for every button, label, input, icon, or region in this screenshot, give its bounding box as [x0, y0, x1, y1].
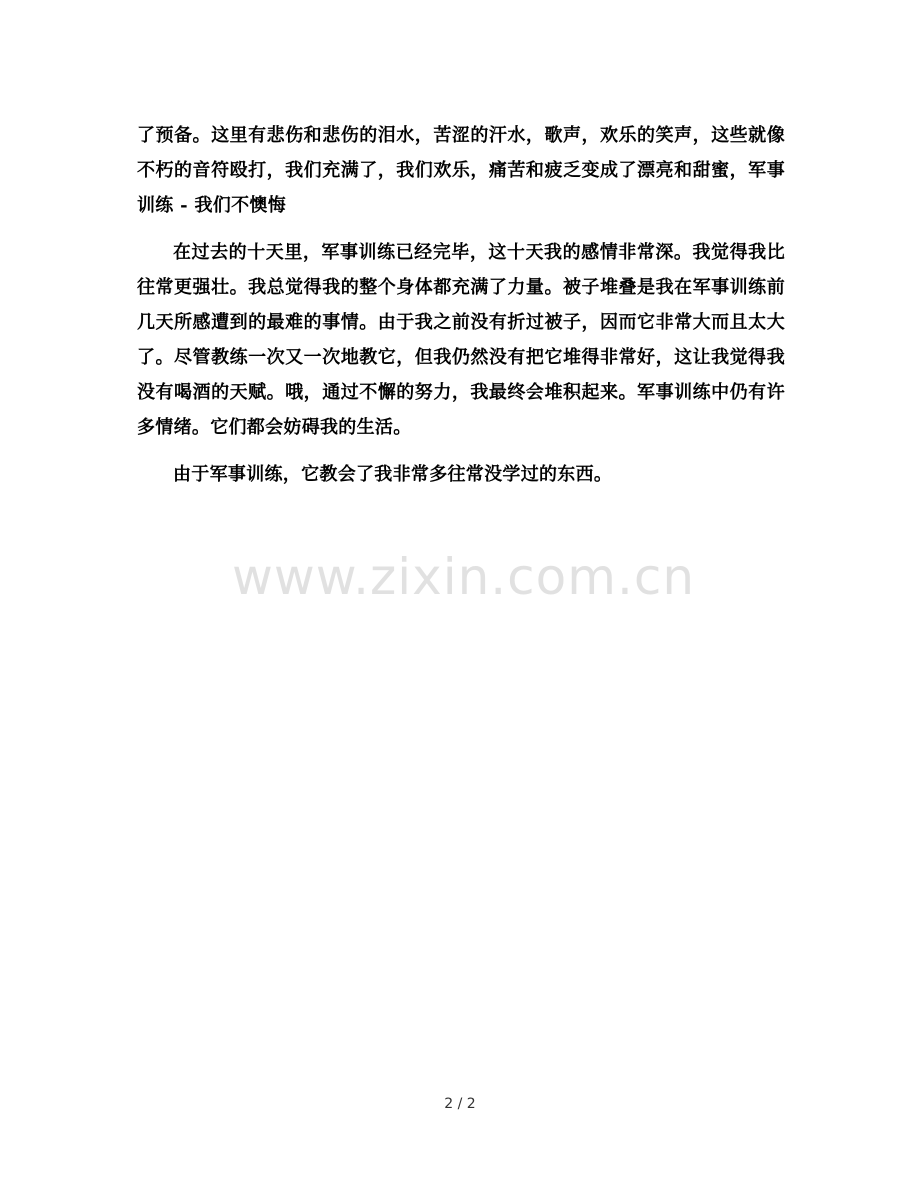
page-number: 2 / 2: [444, 1096, 476, 1112]
paragraph-3: 由于军事训练，它教会了我非常多往常没学过的东西。: [173, 464, 613, 485]
watermark: www.zixin.com.cn: [232, 548, 696, 606]
document-body: [137, 118, 785, 504]
paragraph-1: 了预备。这里有悲伤和悲伤的泪水，苦涩的汗水，歌声，欢乐的笑声，这些就像不朽的音符殴打，我们充满了，我们欢乐，痛苦和疲乏变成了漂亮和甜蜜，军事训练 - 我们不懊悔: [137, 125, 785, 216]
paragraph-2: 在过去的十天里，军事训练已经完毕，这十天我的感情非常深。我觉得我比往常更强壮。我总觉得我的整个身体都充满了力量。被子堆叠是我在军事训练前几天所感遭到的最难的事情。由于我之前没有折过被子，因而它非常大而且太大了。尽管教练一次又一次地教它，但我仍然没有把它堆得非常好，这让我觉得我没有喝酒的天赋。哦，通过不懈的努力，我最终会堆积起来。军事训练中仍有许多情绪。它们都会妨碍我的生活。: [137, 242, 785, 438]
